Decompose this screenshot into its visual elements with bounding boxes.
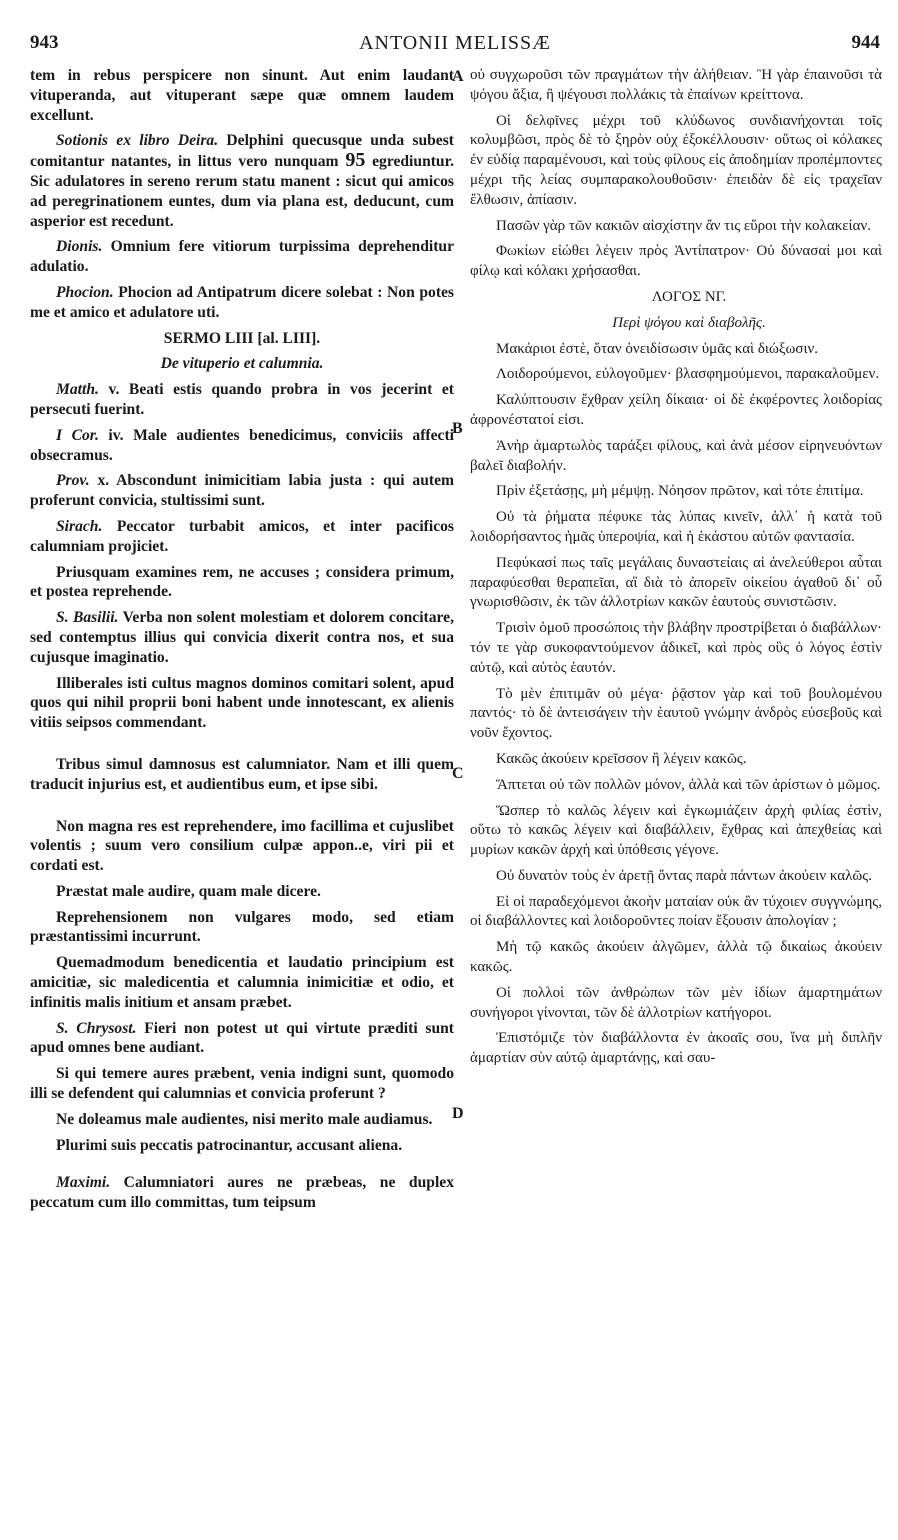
latin-paragraph xyxy=(30,1019,454,1059)
latin-text: egrediuntur. Sic adulatores in sereno rerum statu manent : sicut qui amicos ad peregrinationem euntes, dum via plana est, deducunt, cum asperior est recedunt. xyxy=(30,153,454,230)
greek-paragraph: οὐ συγχωροῦσι τῶν πραγμάτων τὴν ἀλήθειαν. Ἢ γὰρ ἐπαινοῦσι τὰ ψόγου ἄξια, ἢ ψέγουσι πολλάκις τὰ ἐπαίνων κρείττονα. xyxy=(470,67,882,103)
greek-paragraph: Ἐπιστόμιζε τὸν διαβάλλοντα ἐν ἀκοαῖς σου, ἵνα μὴ διπλῆν ἁμαρτίαν σὺν αὐτῷ ἁμαρτάνῃς, καὶ σαυ- xyxy=(470,1030,882,1067)
source-label: Sirach. xyxy=(56,517,103,535)
latin-paragraph xyxy=(30,380,454,420)
latin-text: iv. Male audientes benedicimus, conviciis affecti obsecramus. xyxy=(30,426,454,464)
latin-text: Phocion ad Antipatrum dicere solebat : Non potes me et amico et adulatore uti. xyxy=(30,283,454,321)
latin-paragraph: Plurimi suis peccatis patrocinantur, accusant aliena. xyxy=(56,1136,403,1154)
latin-paragraph xyxy=(30,237,454,277)
margin-letter-c: C xyxy=(452,765,464,782)
greek-paragraph: Οἱ δελφῖνες μέχρι τοῦ κλύδωνος συνδιανήχονται τοῖς κολυμβῶσι, πρὸς δὲ τὸ ξηρὸν οὐχ ἐξοκέλλουσιν· οὕτως οἱ κόλακες ἐν εὐδίᾳ παραμένουσι, καὶ τοὺς φίλους εἰς ἀποδημίαν προπέμποντες μέχρι τῆς λείας συμπαρακολουθοῦσιν· ἐπειδὰν δὲ εἰς τραχεῖαν ἔλθωσιν, ἀπίασιν. xyxy=(470,112,882,208)
source-label: Sotionis ex libro Deira. xyxy=(56,132,219,150)
margin-letter-a: A xyxy=(452,68,464,85)
latin-text: Fieri non potest ut qui virtute præditi sunt apud omnes bene audiant. xyxy=(30,1019,454,1057)
source-label: Maximi. xyxy=(56,1174,111,1192)
latin-paragraph: Præstat male audire, quam male dicere. xyxy=(56,882,321,900)
sermo-title: De vituperio et calumnia. xyxy=(160,355,324,373)
greek-paragraph: Ὥσπερ τὸ καλῶς λέγειν καὶ ἐγκωμιάζειν ἀρχὴ φιλίας ἐστὶν, οὕτω τὸ κακῶς λέγειν καὶ διαβάλλειν, ἔχθρας καὶ ἀπεχθείας καὶ μυρίων κακῶν ἀρχὴ καὶ ὑπόθεσις γέγονε. xyxy=(470,802,882,859)
greek-paragraph: Ἀνὴρ ἁμαρτωλὸς ταράξει φίλους, καὶ ἀνὰ μέσον εἰρηνευόντων βαλεῖ διαβολήν. xyxy=(470,437,882,474)
latin-paragraph xyxy=(30,283,454,323)
greek-paragraph: Πεφύκασί πως ταῖς μεγάλαις δυναστείαις αἱ ἀνελεύθεροι αὗται παραφύεσθαι θεραπεῖαι, αἳ διὰ τὸ ἀπορεῖν οἰκείου ἀγαθοῦ δι᾽ οὗ γνωρισθῶσιν, ἐκ τῶν ἀλλοτρίων κακῶν ἑαυτοὺς συνιστῶσιν. xyxy=(470,554,882,611)
greek-paragraph: Μὴ τῷ κακῶς ἀκούειν ἀλγῶμεν, ἀλλὰ τῷ δικαίως ἀκούειν κακῶς. xyxy=(470,939,882,976)
latin-text: Omnium fere vitiorum turpissima deprehenditur adulatio. xyxy=(30,238,454,276)
source-label: Dionis. xyxy=(56,238,103,256)
logos-title: Περὶ ψόγου καὶ διαβολῆς. xyxy=(612,314,766,331)
greek-paragraph: Λοιδορούμενοι, εὐλογοῦμεν· βλασφημούμενοι, παρακαλοῦμεν. xyxy=(496,366,880,383)
logos-heading: ΛΟΓΟΣ ΝΓ. xyxy=(651,288,727,305)
latin-text: Calumniatori aures ne præbeas, ne duplex peccatum cum illo committas, tum teipsum xyxy=(30,1174,454,1212)
latin-paragraph: Priusquam examines rem, ne accuses ; considera primum, et postea reprehende. xyxy=(30,563,454,601)
latin-paragraph: Reprehensionem non vulgares modo, sed etiam præstantissimi incurrunt. xyxy=(30,908,454,946)
page-header xyxy=(30,32,880,60)
greek-paragraph: Ἅπτεται οὐ τῶν πολλῶν μόνον, ἀλλὰ καὶ τῶν ἀρίστων ὁ μῶμος. xyxy=(496,776,881,793)
sermo-heading: SERMO LIII [al. LIII]. xyxy=(163,329,321,347)
running-title: ANTONII MELISSÆ xyxy=(359,32,551,54)
margin-letter-d: D xyxy=(452,1105,464,1122)
greek-paragraph: Φωκίων εἰώθει λέγειν πρὸς Ἀντίπατρον· Οὐ δύνασαί μοι καὶ φίλῳ καὶ κόλακι χρήσασθαι. xyxy=(470,243,882,280)
greek-paragraph: Πρὶν ἐξετάσῃς, μὴ μέμψῃ. Νόησον πρῶτον, καὶ τότε ἐπιτίμα. xyxy=(496,483,864,500)
greek-paragraph: Εἰ οἱ παραδεχόμενοι ἀκοὴν ματαίαν οὐκ ἂν τύχοιεν συγγνώμης, οἱ διαβάλλοντες καὶ λοιδοροῦντες ποίαν ἕξουσιν ἀπολογίαν ; xyxy=(470,893,882,930)
source-label: Phocion. xyxy=(56,283,114,301)
source-label: Matth. xyxy=(56,381,99,399)
latin-text: v. Beati estis quando probra in vos jecerint et persecuti fuerint. xyxy=(30,381,454,418)
page-number-left: 943 xyxy=(30,32,59,53)
source-label: I Cor. xyxy=(56,426,99,444)
latin-paragraph xyxy=(30,471,454,511)
latin-paragraph: Illiberales isti cultus magnos dominos comitari solent, apud quos qui nihil proprii boni habent unde innotescant, ex alienis vitiis seipsos commendant. xyxy=(30,674,454,732)
latin-text: Verba non solent molestiam et dolorem concitare, sed contemptus illius qui convicia dixerit contra nos, et sua cujusque imaginatio. xyxy=(30,609,454,666)
greek-paragraph: Τρισὶν ὁμοῦ προσώποις τὴν βλάβην προστρίβεται ὁ διαβάλλων· τόν τε γὰρ συκοφαντούμενον ἀδικεῖ, καὶ πρὸς οὓς ὁ λόγος ἐστὶν αὐτῷ, καὶ αὐτὸς ἑαυτόν. xyxy=(470,620,882,676)
greek-paragraph: Κακῶς ἀκούειν κρεῖσσον ἢ λέγειν κακῶς. xyxy=(496,750,747,767)
greek-paragraph: Οἱ πολλοὶ τῶν ἀνθρώπων τῶν μὲν ἰδίων ἁμαρτημάτων συνήγοροι γίνονται, τῶν δὲ ἀλλοτρίων κατήγοροι. xyxy=(470,984,882,1021)
greek-paragraph: Τὸ μὲν ἐπιτιμᾶν οὐ μέγα· ῥᾷστον γὰρ καὶ τοῦ βουλομένου παντός· τὸ δὲ ἀντεισάγειν τὴν ἑαυτοῦ γνώμην ἀνδρὸς εὐσεβοῦς καὶ νοῦν ἔχοντος. xyxy=(470,685,882,742)
greek-paragraph: Οὐ δυνατὸν τοὺς ἐν ἀρετῇ ὄντας παρὰ πάντων ἀκούειν καλῶς. xyxy=(496,867,872,884)
greek-paragraph: Καλύπτουσιν ἔχθραν χείλη δίκαια· οἱ δὲ ἐκφέροντες λοιδορίας ἀφρονέστατοί εἰσι. xyxy=(470,392,882,428)
latin-paragraph xyxy=(30,1173,454,1213)
margin-number: 95 xyxy=(345,149,366,172)
page-number-right: 944 xyxy=(851,32,880,53)
latin-paragraph: Non magna res est reprehendere, imo facillima et cujuslibet volentis ; suum vero consilium culpæ appon..e, viri pii et cordati est. xyxy=(30,817,454,875)
greek-paragraph: Οὐ τὰ ῥήματα πέφυκε τὰς λύπας κινεῖν, ἀλλ᾽ ἡ κατὰ τοῦ λοιδορήσαντος ἡμᾶς ὑπεροψία, καὶ ἡ ἑκάστου αὐτῶν φαντασία. xyxy=(470,509,882,545)
latin-paragraph: Tribus simul damnosus est calumniator. Nam et illi quem traducit injurius est, et audientibus eum, et ipse sibi. xyxy=(30,755,454,793)
latin-paragraph xyxy=(30,426,454,466)
greek-column xyxy=(470,66,882,1075)
greek-paragraph: Πασῶν γὰρ τῶν κακιῶν αἰσχίστην ἄν τις εὕροι τὴν κολακείαν. xyxy=(496,217,871,234)
latin-text: Peccator turbabit amicos, et inter pacificos calumniam projiciet. xyxy=(30,517,454,555)
latin-text: x. Abscondunt inimicitiam labia justa : qui autem proferunt convicia, stultissimi sunt. xyxy=(30,472,454,510)
greek-paragraph: Μακάριοι ἐστὲ, ὅταν ὀνειδίσωσιν ὑμᾶς καὶ διώξωσιν. xyxy=(496,340,819,357)
source-label: Prov. xyxy=(56,472,90,490)
latin-paragraph: Si qui temere aures præbent, venia indigni sunt, quomodo illi se defendent qui calumnias et convicia proferunt ? xyxy=(30,1065,454,1103)
latin-paragraph: Ne doleamus male audientes, nisi merito male audiamus. xyxy=(56,1110,433,1128)
latin-paragraph xyxy=(30,517,454,557)
margin-letter-b: B xyxy=(452,420,463,437)
latin-column xyxy=(30,66,454,1219)
latin-paragraph: tem in rebus perspicere non sinunt. Aut enim laudant vituperanda, aut vituperant sæpe quæ omnem laudem excellunt. xyxy=(30,67,454,124)
source-label: S. Basilii. xyxy=(56,609,119,627)
latin-paragraph: Quemadmodum benedicentia et laudatio principium est amicitiæ, sic maledicentia et calumnia inimicitiæ et odio, et infinitis malis initium et ansam præbet. xyxy=(30,954,454,1011)
latin-paragraph xyxy=(30,608,454,667)
source-label: S. Chrysost. xyxy=(56,1019,137,1037)
latin-paragraph xyxy=(30,131,454,231)
latin-text: Delphini quecusque unda subest comitantur natantes, in littus vero nunquam xyxy=(30,132,454,171)
